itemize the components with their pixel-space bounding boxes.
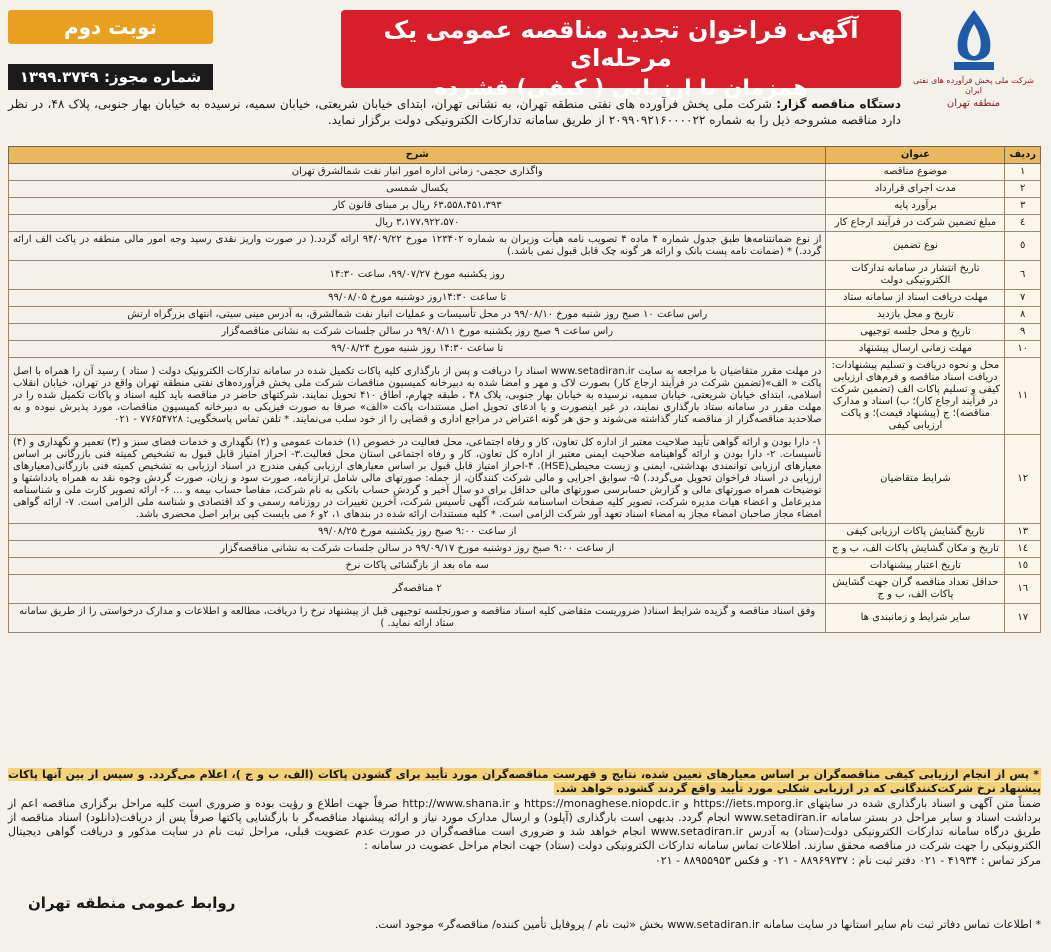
row-title: مبلغ تضمین شرکت در فرآیند ارجاع کار [826, 215, 1005, 232]
tender-table [8, 146, 1041, 633]
public-relations-signature: روابط عمومی منطقه تهران [28, 894, 236, 912]
header-title: عنوان [826, 147, 1005, 164]
table-row [9, 324, 1041, 341]
note-contact: مرکز تماس : ۴۱۹۳۴ - ۰۲۱ دفتر ثبت نام : ۸۸۹۶۹۷۳۷ - ۰۲۱ و فکس ۸۸۹۵۵۹۵۳ - ۰۲۱ [654, 854, 1041, 867]
row-description: روز یکشنبه مورخ ۹۹/۰۷/۲۷، ساعت ۱۴:۳۰ [9, 261, 826, 290]
row-description: وفق اسناد مناقصه و گزیده شرایط اسناد( ضروریست متقاضی کلیه اسناد مناقصه و صورتجلسه توجیهی قبل از پیشنهاد نرخ را دریافت، مطالعه و اطلاعات و مدارک درخواستی را از طریق سامانه ستاد ارائه نماید. ) [9, 604, 826, 633]
row-title: مهلت زمانی ارسال پیشنهاد [826, 341, 1005, 358]
intro-label: دستگاه مناقصه گزار: [776, 97, 901, 111]
table-row [9, 181, 1041, 198]
row-title: تاریخ و مکان گشایش پاکات الف، ب و ج [826, 541, 1005, 558]
row-number: ۳ [1005, 198, 1041, 215]
logo-region: منطقه تهران [946, 98, 1001, 109]
table-row [9, 575, 1041, 604]
table-row [9, 604, 1041, 633]
table-row [9, 164, 1041, 181]
row-number: ٥ [1005, 232, 1041, 261]
header-row-number: ردیف [1005, 147, 1041, 164]
title-banner [341, 10, 901, 101]
header-description: شرح [9, 147, 826, 164]
row-title: شرایط متقاضیان [826, 435, 1005, 524]
row-number: ۱٦ [1005, 575, 1041, 604]
highlight-note: * پس از انجام ارزیابی کیفی مناقصه‌گران بر اساس معیارهای تعیین شده، نتایج و فهرست مناقصه‌گران مورد تأیید برای گشودن پاکات (الف، ب و ج )، اعلام می‌گردد. و سپس از بین آنها پاکات پیشنهاد نرخ شرکت‌کنندگانی که در ارزیابی شکلی مورد تأیید واقع گردند گشوده خواهد شد. [8, 768, 1041, 795]
row-title: تاریخ و محل جلسه توجیهی [826, 324, 1005, 341]
note-paragraph-1: ضمناً متن آگهی و اسناد بارگذاری شده در سایتهای https://iets.mporg.ir و https://monaghese.niopdc.ir و http://www.shana.ir صرفاً جهت اطلاع و رؤیت بوده و ضروری است کلیه مراحل برگزاری مناقصه اعم از برداشت اسناد و سایر مراحل در بستر سامانه www.setadiran.ir انجام گردد. بدیهی است بارگذاری (آپلود) و ارسال مدارک مورد نیاز و ارائه پیشنهاد مناقصه‌گر با بارگشایی پاکتها صرفاً پس از دریافت(دانلود) اسناد مناقصه از طریق درگاه سامانه تدارکات الکترونیکی دولت(ستاد) به آدرس www.setadiran.ir انجام خواهد شد و ضروری است مناقصه‌گران در صورت عدم عضویت قبلی، مراحل ثبت نام در سایت مذکور و دریافت گواهی دیجیتال الکترونیکی را جهت شرکت در مناقصه محقق سازند. اطلاعات تماس سامانه تدارکات الکترونیکی دولت (ستاد) جهت انجام مراحل عضویت در سامانه : [8, 797, 1041, 852]
tender-notice [8, 6, 1041, 946]
row-description: از نوع ضمانتنامه‌ها طبق جدول شماره ۴ ماده ۴ تصویب نامه هیأت وزیران به شماره ۱۲۳۴۰۲ مورخ ۹۴/۰۹/۲۲ ارائه گردد.( در صورت واریز نقدی رسید وجه امور مالی منطقه در پاکت الف ارائه گردد.) * (ضمانت نامه پست بانک و ارائه هر گونه چک قابل قبول نمی باشد.) [9, 232, 826, 261]
row-title: مهلت دریافت اسناد از سامانه ستاد [826, 290, 1005, 307]
row-description: راس ساعت ۹ صبح روز یکشنبه مورخ ۹۹/۰۸/۱۱ در سالن جلسات شرکت به نشانی مناقصه‌گزار [9, 324, 826, 341]
row-description: ۳،۱۷۷،۹۲۲،۵۷۰ ریال [9, 215, 826, 232]
row-description: تا ساعت ۱۴:۳۰ روز شنبه مورخ ۹۹/۰۸/۲۴ [9, 341, 826, 358]
table-row [9, 341, 1041, 358]
permit-number: شماره مجوز: ۱۳۹۹.۳۷۴۹ [8, 64, 213, 90]
row-title: حداقل تعداد مناقصه گران جهت گشایش پاکات الف، ب و ج [826, 575, 1005, 604]
turn-badge: نوبت دوم [8, 10, 213, 44]
table-row [9, 558, 1041, 575]
row-description: از ساعت ۹:۰۰ صبح روز دوشنبه مورخ ۹۹/۰۹/۱۷ در سالن جلسات شرکت به نشانی مناقصه‌گزار [9, 541, 826, 558]
row-description: ۶۳،۵۵۸،۴۵۱،۳۹۳ ریال بر مبنای قانون کار [9, 198, 826, 215]
title-line-2: همزمان با ارزیابی ( کیفی) فشرده [434, 76, 808, 101]
row-description: از ساعت ۹:۰۰ صبح روز یکشنبه مورخ ۹۹/۰۸/۲۵ [9, 524, 826, 541]
row-number: ۲ [1005, 181, 1041, 198]
row-title: موضوع مناقصه [826, 164, 1005, 181]
table-row [9, 290, 1041, 307]
footer-note: * اطلاعات تماس دفاتر ثبت نام سایر استانها در سایت سامانه www.setadiran.ir بخش «ثبت نام / پروفایل تأمین کننده/ مناقصه‌گر» موجود است. [374, 918, 1041, 931]
row-number: ۱۳ [1005, 524, 1041, 541]
row-description: یکسال شمسی [9, 181, 826, 198]
table-row [9, 541, 1041, 558]
intro-paragraph [8, 96, 901, 128]
row-number: ۱۷ [1005, 604, 1041, 633]
row-number: ۹ [1005, 324, 1041, 341]
row-description: سه ماه بعد از بازگشائی پاکات نرخ [9, 558, 826, 575]
row-title: مدت اجرای قرارداد [826, 181, 1005, 198]
row-title: تاریخ و محل بازدید [826, 307, 1005, 324]
row-number: ٦ [1005, 261, 1041, 290]
row-number: ۱ [1005, 164, 1041, 181]
row-description: ۲ مناقصه‌گر [9, 575, 826, 604]
row-description: در مهلت مقرر متقاضیان با مراجعه به سایت www.setadiran.ir اسناد را دریافت و پس از بارگذاری کلیه پاکات تکمیل شده در سامانه تدارکات الکترونیک دولت ( ستاد ) رسید آن را همراه با اصل پاکت « الف»(تضمین شرکت در فرآیند ارجاع کار) بصورت لاک و مهر و امضا شده به دبیرخانه کمیسیون مناقصات شرکت ملی پخش فرآورده‌های نفتی منطقه تهران واقع در تهران، خیابان انقلاب اسلامی، ابتدای خیابان شریعتی، خیابان سمیه، نرسیده به خیابان بهار جنوبی، پلاک ۴۸ ، طبقه چهارم، اطاق ۴۱۰ تحویل نمایند. شرکتهای حاضر در مناقصه باید کلیه اسناد و پاکات تکمیل شده را در مهلت مقرر در سامانه ستاد بارگذاری نمایند، در غیر اینصورت و یا ادعای تحویل اصل مستندات پاکت «الف» صرفا به صورت فیزیکی به دبیرخانه کمیسیون مناقصات، مورد پذیرش نبوده و به صلاحدید مناقصه‌گزار از مناقصه کنار گذاشته می‌شوند و حق هر گونه اعتراض در مراجع اداری و قضایی را از خود سلب می‌نمایند. * تلفن تماس پاسخگویی: ۷۷۶۵۴۷۲۸ - ۰۲۱ [9, 358, 826, 435]
notes-section [8, 768, 1041, 869]
row-number: ۱٤ [1005, 541, 1041, 558]
row-number: ۱۰ [1005, 341, 1041, 358]
table-row [9, 215, 1041, 232]
flame-logo-icon [944, 6, 1004, 76]
row-number: ۱۱ [1005, 358, 1041, 435]
logo-org-name: شرکت ملی پخش فرآورده های نفتی ایران [913, 76, 1034, 95]
table-row [9, 435, 1041, 524]
table-header-row [9, 147, 1041, 164]
row-description: ۱- دارا بودن و ارائه گواهی تأیید صلاحیت معتبر از اداره کل تعاون، کار و رفاه اجتماعی، محل فعالیت در خصوص (۱) خدمات عمومی و (۲) نگهداری و خدمات فضای سبز و (۳) تعمیر و نگهداری و (۴) تأسیسات. ۲- دارا بودن و ارائه گواهینامه صلاحیت ایمنی معتبر از اداره کل تعاون، کار و رفاه اجتماعی استان محل فعالیت.۳- احراز امتیاز قابل قبول به تشخیص کمیته فنی بازرگانی بر اساس معیارهای ارزیابی توانمندی بهداشتی، ایمنی و زیست محیطی(HSE). ۴-احراز امتیاز قابل قبول بر اساس معیارهای ارزیابی کیفی مندرج در اسناد ارزیابی به تشخیص کمیته فنی بازرگانی(معیارهای ارزیابی در اسناد فراخوان تحویل می‌گردد.) ۵- سوابق اجرایی و مالی شرکت کنندگان، از جمله: صورتهای مالی شامل ترازنامه، صورت سود و زیان، صورت گردش وجوه نقد به همراه یادداشتها و توضیحات همراه صورتهای مالی و گزارش حسابرسی صورتهای مالی حداقل برای دو سال آخیر و گردش حساب بانکی به نام شرکت، مفاصا حساب بیمه و ... ۶- ارائه تصویر کارت ملی و شناسنامه مدیرعامل و اعضاء هیات مدیره شرکت، تصویر کلیه صفحات اساسنامه شرکت، آگهی تأسیس شرکت، آخرین تغییرات در روزنامه رسمی و کد اقتصادی و شناسه ملی الزامی است. ۷- ارائه گواهی امضاء مجاز صاحبان امضاء مجاز به امضاء اسناد تعهد آور شرکت الزامی است. * کلیه مستندات ارائه شده در بندهای ۱، ۲و ۶ می بایست کپی برابر اصل محضری باشد. [9, 435, 826, 524]
company-logo [906, 6, 1041, 126]
table-row [9, 232, 1041, 261]
row-title: تاریخ اعتبار پیشنهادات [826, 558, 1005, 575]
row-title: برآورد پایه [826, 198, 1005, 215]
table-row [9, 261, 1041, 290]
row-number: ۱٥ [1005, 558, 1041, 575]
row-number: ۸ [1005, 307, 1041, 324]
table-row [9, 358, 1041, 435]
intro-text: شرکت ملی پخش فرآورده های نفتی منطقه تهران، به نشانی تهران، ابتدای خیابان شریعتی، خیابان سمیه، نرسیده به خیابان بهار جنوبی، پلاک ۴۸، در نظر دارد مناقصه مشروحه ذیل را به شماره ۲۰۹۹۰۹۲۱۶۰۰۰۰۲۲ از طریق سامانه تدارکات الکترونیکی دولت برگزار نماید. [8, 97, 901, 127]
row-description: راس ساعت ۱۰ صبح روز شنبه مورخ ۹۹/۰۸/۱۰ در محل تأسیسات و عملیات انبار نفت شمالشرق، به آدرس مینی سیتی، انتهای بزرگراه ارتش [9, 307, 826, 324]
row-number: ٤ [1005, 215, 1041, 232]
row-title: تاریخ انتشار در سامانه تدارکات الکترونیکی دولت [826, 261, 1005, 290]
table-row [9, 307, 1041, 324]
row-number: ۷ [1005, 290, 1041, 307]
row-title: سایر شرایط و زمانبندی ها [826, 604, 1005, 633]
row-title: محل و نحوه دریافت و تسلیم پیشنهادات: دریافت اسناد مناقصه و فرم‌های ارزیابی کیفی و تسلیم پاکات الف (تضمین شرکت در فرآیند ارجاع کار)؛ ب) اسناد و مدارک مناقصه)؛ ج (پیشنهاد قیمت)؛ و پاکت ارزیابی کیفی [826, 358, 1005, 435]
table-row [9, 198, 1041, 215]
row-title: تاریخ گشایش پاکات ارزیابی کیفی [826, 524, 1005, 541]
row-number: ۱۲ [1005, 435, 1041, 524]
table-row [9, 524, 1041, 541]
row-description: واگذاری حجمی- زمانی اداره امور انبار نفت شمالشرق تهران [9, 164, 826, 181]
title-line-1: آگهی فراخوان تجدید مناقصه عمومی یک مرحله‌ای [383, 16, 859, 72]
row-description: تا ساعت ۱۴:۳۰روز دوشنبه مورخ ۹۹/۰۸/۰۵ [9, 290, 826, 307]
row-title: نوع تضمین [826, 232, 1005, 261]
